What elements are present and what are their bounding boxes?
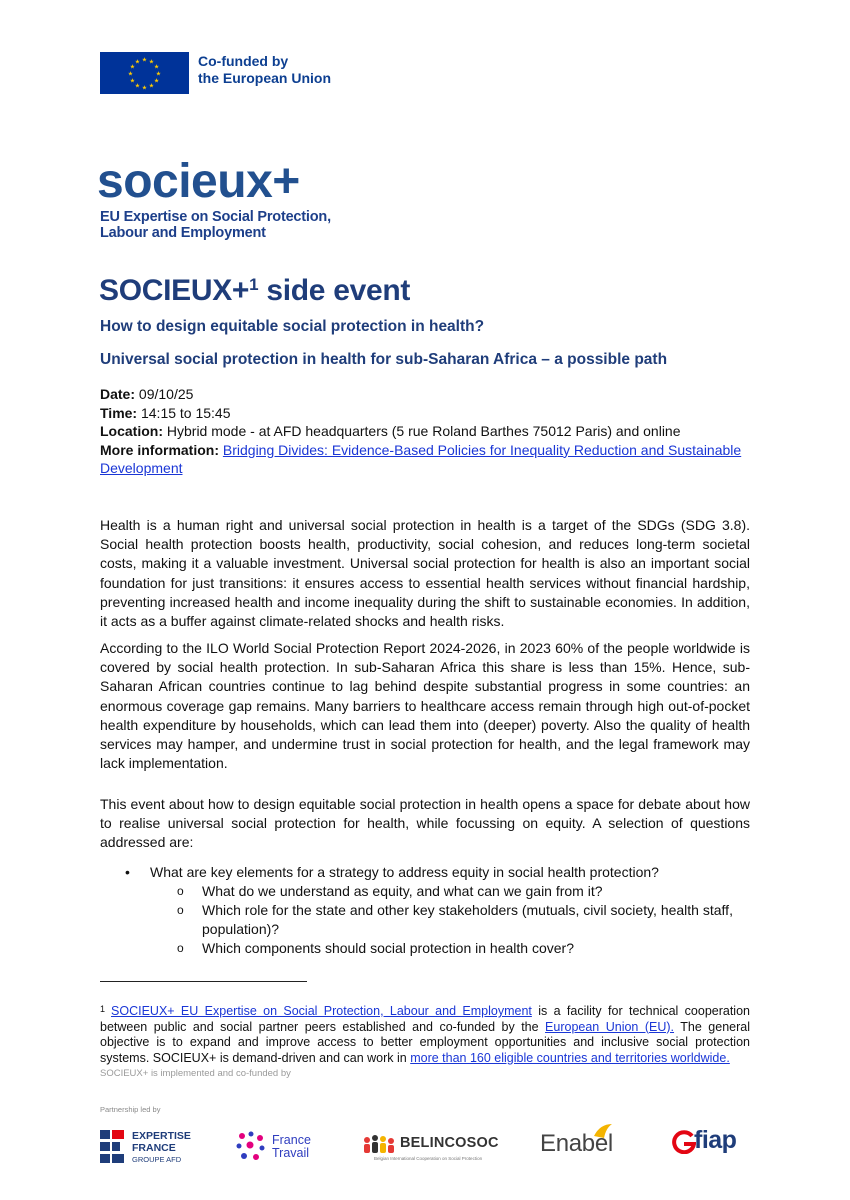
footnote-number: 1 — [100, 1004, 106, 1014]
belincosoc-name: BELINCOSOC — [400, 1135, 499, 1151]
svg-text:★: ★ — [148, 82, 155, 90]
eu-flag-logo — [100, 52, 189, 94]
svg-text:★: ★ — [153, 63, 160, 71]
footnote-countries-link[interactable]: more than 160 eligible countries and territories worldwide. — [410, 1050, 730, 1065]
expertise-france-logo — [100, 1130, 200, 1166]
logo-tagline-1: EU Expertise on Social Protection, — [100, 209, 331, 225]
more-info-row — [100, 441, 750, 478]
svg-text:★: ★ — [155, 70, 162, 78]
svg-text:★: ★ — [141, 56, 148, 64]
sub-question-text: Which role for the state and other key stakeholders (mutuals, civil society, health staff, population)? — [202, 902, 733, 937]
svg-text:★: ★ — [127, 70, 134, 78]
date-value: 09/10/25 — [135, 386, 194, 402]
svg-text:★: ★ — [129, 77, 136, 85]
enabel-logo — [540, 1122, 630, 1162]
expertise-france-line-3: GROUPE AFD — [132, 1155, 182, 1164]
belincosoc-logo — [362, 1134, 502, 1164]
svg-text:★: ★ — [141, 84, 148, 92]
location-label: Location: — [100, 423, 163, 439]
belincosoc-people-icon — [362, 1134, 396, 1154]
enabel-name: Enabel — [540, 1130, 613, 1157]
sub-question — [100, 901, 760, 939]
expertise-france-mark-icon — [100, 1130, 126, 1164]
belincosoc-subtitle: Belgian International Cooperation on Social Protection — [374, 1156, 483, 1161]
question-main-text: What are key elements for a strategy to address equity in social health protection? — [150, 864, 659, 880]
date-label: Date: — [100, 386, 136, 402]
footnote-divider — [100, 981, 307, 982]
location-value: Hybrid mode - at AFD headquarters (5 rue Roland Barthes 75012 Paris) and online — [163, 423, 681, 439]
footnote-text-1: is a facility for technical cooperation between public and social partner peers established and co-funded by the — [100, 1004, 750, 1034]
bullet-icon: • — [125, 864, 130, 880]
footnote-eu-link[interactable]: European Union (EU). — [545, 1019, 675, 1034]
questions-list — [100, 863, 760, 958]
date-row — [100, 385, 750, 404]
circle-bullet-icon: o — [177, 884, 184, 898]
subtitle-2: Universal social protection in health for sub-Saharan Africa – a possible path — [100, 351, 668, 368]
time-row — [100, 404, 750, 423]
circle-bullet-icon: o — [177, 941, 184, 955]
fiap-name: fiap — [694, 1126, 737, 1154]
more-info-link[interactable]: Bridging Divides: Evidence-Based Policies for Inequality Reduction and Sustainable Development — [100, 441, 742, 476]
eu-stars-icon — [100, 52, 189, 94]
svg-text:★: ★ — [134, 58, 141, 66]
eu-line-2: the European Union — [198, 70, 331, 86]
body-paragraph-3: This event about how to design equitable social protection in health opens a space for debate about how to realise universal social protection for health, while focussing on equity. A selection of questions addressed are: — [100, 796, 750, 851]
footnote-socieux-link[interactable]: SOCIEUX+ EU Expertise on Social Protection, Labour and Employment — [111, 1004, 532, 1018]
title-main: SOCIEUX+ — [99, 274, 250, 307]
subtitle: How to design equitable social protection in health? — [100, 318, 485, 335]
body-paragraph-1: Health is a human right and universal social protection in health is a target of the SDGs (SDG 3.8). Social health protection boosts health, productivity, social cohesion, and reduces long-term societal costs, making it a valuable investment. Universal social protection for health is also an important social foundation for just transitions: it ensures access to essential health services without financial hardship, preventing increased health and income inequality during the shift to sustainable economies. In addition, it acts as a buffer against climate-related shocks and health risks. — [100, 517, 750, 630]
france-travail-line-1: France — [272, 1133, 311, 1147]
france-travail-mark-icon — [234, 1130, 268, 1164]
title-rest: side event — [258, 274, 411, 307]
expertise-france-line-1: EXPERTISE — [132, 1130, 191, 1142]
logo-tagline-2: Labour and Employment — [100, 225, 266, 241]
event-details — [100, 385, 750, 478]
footnote — [100, 1004, 750, 1066]
fiap-mark-icon — [672, 1130, 696, 1154]
socieux-logo-tagline — [100, 209, 331, 241]
sub-question-text: Which components should social protection in health cover? — [202, 940, 574, 956]
expertise-france-line-2: FRANCE — [132, 1142, 176, 1154]
eu-line-1: Co-funded by — [198, 53, 289, 69]
fiap-logo — [672, 1126, 752, 1162]
location-row — [100, 422, 750, 441]
sub-question — [100, 939, 760, 958]
title-footnote-ref[interactable]: 1 — [249, 275, 259, 294]
circle-bullet-icon: o — [177, 903, 184, 917]
partnership-led-by-text: Partnership led by — [100, 1105, 161, 1114]
france-travail-line-2: Travail — [272, 1146, 310, 1160]
sub-question-text: What do we understand as equity, and what can we gain from it? — [202, 883, 603, 899]
sub-question — [100, 882, 760, 901]
question-main — [100, 863, 760, 882]
svg-text:★: ★ — [129, 63, 136, 71]
svg-text:★: ★ — [153, 77, 160, 85]
implemented-by-text: SOCIEUX+ is implemented and co-funded by — [100, 1068, 291, 1079]
time-label: Time: — [100, 404, 138, 421]
time-value: 14:15 to 15:45 — [137, 404, 231, 421]
eu-cofunded-text — [198, 53, 331, 87]
page-title — [99, 274, 410, 308]
svg-text:★: ★ — [134, 82, 141, 90]
body-paragraph-2: According to the ILO World Social Protection Report 2024-2026, in 2023 60% of the people worldwide is covered by social health protection. In sub-Saharan Africa this share is less than 15%. Hence, sub-Saharan African countries continue to lag behind despite substantial progress in some countries: an enormous coverage gap remains. Many barriers to healthcare access remain through high out-of-pocket health expenditure by households, which can lead them into (deeper) poverty. Also the quality of health services may hamper, and undermine trust in social protection for health, and the legal framework may lack implementation. — [100, 640, 750, 772]
more-info-label: More information: — [100, 441, 219, 458]
socieux-logo-wordmark: socieux+ — [97, 155, 300, 208]
france-travail-logo — [234, 1130, 324, 1164]
footnote-text-2: The general objective is to expand and improve access to better employment opportunities and inclusive social protection systems. SOCIEUX+ is demand-driven and can work in — [100, 1019, 750, 1065]
svg-text:★: ★ — [148, 58, 155, 66]
